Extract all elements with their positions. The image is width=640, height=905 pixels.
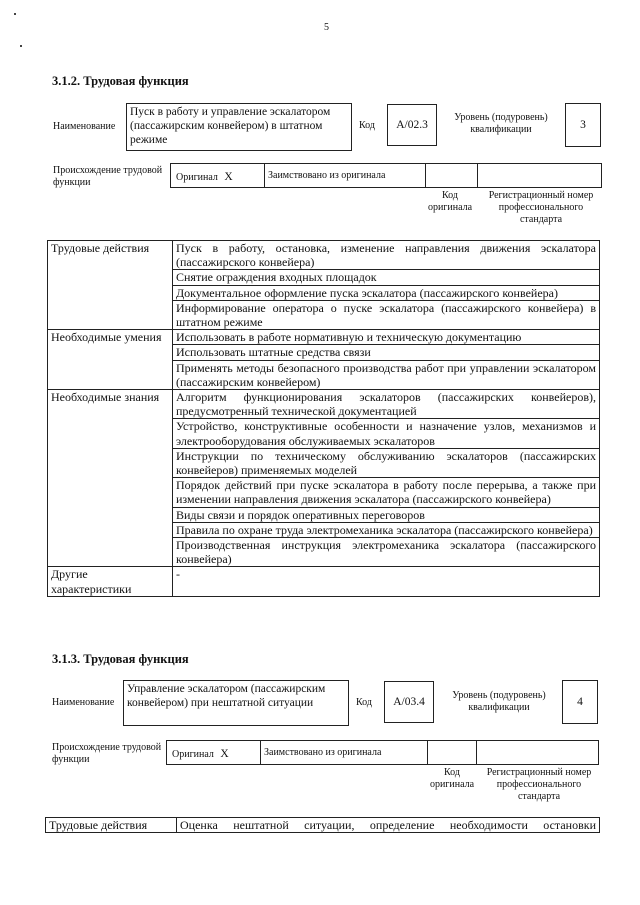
function-name-box	[123, 680, 349, 726]
borrowed-label: Заимствовано из оригинала	[268, 170, 386, 181]
borrowed-label: Заимствовано из оригинала	[264, 747, 382, 758]
level-value: 4	[577, 696, 583, 708]
table-row	[48, 330, 600, 345]
origin-label: Происхождение трудовой функции	[52, 742, 162, 765]
section-heading-3-1-2: 3.1.2. Трудовая функция	[52, 74, 189, 88]
code-value: А/03.4	[393, 696, 425, 708]
code-original-label: Код оригинала	[427, 190, 473, 213]
code-label: Код	[359, 120, 375, 131]
table-row	[48, 241, 600, 270]
divider	[425, 164, 426, 187]
table-row	[46, 818, 600, 833]
section-heading-3-1-3: 3.1.3. Трудовая функция	[52, 652, 189, 666]
original-label-text: Оригинал	[176, 172, 218, 183]
divider	[260, 741, 261, 764]
level-box	[562, 680, 598, 724]
original-label	[176, 170, 233, 184]
original-label-text: Оригинал	[172, 749, 214, 760]
row-item: -	[173, 567, 600, 596]
reg-number-label: Регистрационный номер профессионального стандарта	[488, 190, 594, 225]
row-item: Производственная инструкция электромеханика эскалатора (пассажирского конвейера)	[173, 538, 600, 567]
row-item: Информирование оператора о пуске эскалатора (пассажирского конвейера) в штатном режиме	[173, 300, 600, 329]
row-item: Правила по охране труда электромеханика эскалатора (пассажирского конвейера)	[173, 522, 600, 537]
level-box	[565, 103, 601, 147]
original-mark: Х	[220, 748, 229, 760]
origin-table	[170, 163, 602, 188]
divider	[477, 164, 478, 187]
row-item: Виды связи и порядок оперативных переговоров	[173, 507, 600, 522]
row-item: Применять методы безопасного производства работ при управлении эскалатором (пассажирским конвейером)	[173, 360, 600, 389]
row-item: Использовать штатные средства связи	[173, 345, 600, 360]
divider	[476, 741, 477, 764]
row-item: Оценка нештатной ситуации, определение необходимости остановки	[177, 818, 600, 833]
divider	[264, 164, 265, 187]
page-number: 5	[324, 22, 329, 33]
origin-label: Происхождение трудовой функции	[53, 165, 163, 188]
original-mark: Х	[224, 171, 233, 183]
row-category: Необходимые знания	[48, 390, 173, 567]
row-item: Устройство, конструктивные особенности и назначение узлов, механизмов и электрооборудования обслуживаемых эскалаторов	[173, 419, 600, 448]
row-category: Другие характеристики	[48, 567, 173, 596]
row-item: Алгоритм функционирования эскалаторов (пассажирских конвейеров), предусмотренный технической документацией	[173, 390, 600, 419]
row-item: Документальное оформление пуска эскалатора (пассажирского конвейера)	[173, 285, 600, 300]
level-value: 3	[580, 119, 586, 131]
section2-table	[45, 817, 600, 833]
divider	[427, 741, 428, 764]
row-item: Использовать в работе нормативную и техническую документацию	[173, 330, 600, 345]
table-row	[48, 390, 600, 419]
code-original-label: Код оригинала	[429, 767, 475, 790]
level-label: Уровень (подуровень) квалификации	[454, 112, 548, 135]
function-name: Пуск в работу и управление эскалатором (пассажирским конвейером) в штатном режиме	[130, 106, 331, 146]
name-label: Наименование	[53, 121, 116, 132]
function-name: Управление эскалатором (пассажирским конвейером) при нештатной ситуации	[127, 683, 326, 709]
scan-speck	[14, 13, 16, 15]
row-category: Трудовые действия	[48, 241, 173, 330]
name-label: Наименование	[52, 697, 115, 708]
scan-speck	[20, 45, 22, 47]
row-item: Порядок действий при пуске эскалатора в работу после перерыва, а также при изменении направления движения эскалатора (пассажирского конвейера)	[173, 478, 600, 507]
code-box	[384, 681, 434, 723]
row-category: Необходимые умения	[48, 330, 173, 390]
row-category: Трудовые действия	[46, 818, 177, 833]
code-box	[387, 104, 437, 146]
reg-number-label: Регистрационный номер профессионального стандарта	[486, 767, 592, 802]
original-label	[172, 747, 229, 761]
origin-table	[166, 740, 599, 765]
function-name-box	[126, 103, 352, 151]
table-row	[48, 567, 600, 596]
code-value: А/02.3	[396, 119, 428, 131]
row-item: Снятие ограждения входных площадок	[173, 270, 600, 285]
level-label: Уровень (подуровень) квалификации	[452, 690, 546, 713]
section1-table	[47, 240, 600, 597]
code-label: Код	[356, 697, 372, 708]
row-item: Инструкции по техническому обслуживанию эскалаторов (пассажирских конвейеров) применяемых моделей	[173, 448, 600, 477]
row-item: Пуск в работу, остановка, изменение направления движения эскалатора (пассажирского конвейера)	[173, 241, 600, 270]
